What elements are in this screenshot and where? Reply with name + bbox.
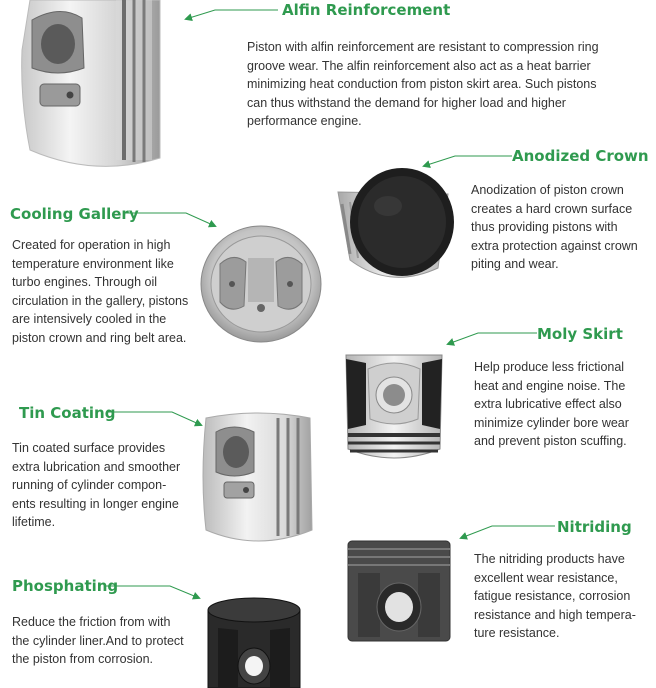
desc-line: fatigue resistance, corrosion bbox=[474, 589, 631, 603]
desc-alfin-reinforcement bbox=[247, 38, 652, 131]
desc-cooling-gallery bbox=[12, 236, 207, 347]
desc-line: minimize cylinder bore wear bbox=[474, 415, 629, 430]
heading-moly-skirt: Moly Skirt bbox=[537, 325, 623, 343]
desc-line: The nitriding products have bbox=[474, 552, 625, 566]
leader-phosphating bbox=[106, 586, 199, 598]
phosphating-piston-image bbox=[204, 594, 304, 688]
alfin-piston-image bbox=[20, 0, 172, 172]
desc-line: performance engine. bbox=[247, 114, 362, 128]
desc-line: Reduce the friction from with bbox=[12, 615, 171, 629]
desc-line: circulation in the gallery, pistons bbox=[12, 293, 189, 308]
desc-moly-skirt bbox=[474, 358, 654, 451]
desc-line: excellent wear resistance, bbox=[474, 570, 618, 585]
desc-phosphating bbox=[12, 613, 207, 669]
desc-line: extra lubrication and smoother bbox=[12, 459, 181, 474]
desc-line: minimizing heat conduction from piston skirt area. Such pistons bbox=[247, 77, 597, 91]
nitriding-piston-image bbox=[344, 537, 454, 647]
tin-coating-piston-image bbox=[198, 412, 322, 544]
desc-line: are intensively cooled in the bbox=[12, 312, 167, 326]
desc-line: Tin coated surface provides bbox=[12, 441, 166, 455]
leader-alfin bbox=[186, 10, 278, 19]
desc-line: Anodization of piston crown bbox=[471, 183, 624, 197]
anodized-crown-piston-image bbox=[330, 164, 464, 288]
heading-tin-coating: Tin Coating bbox=[19, 404, 116, 422]
leader-nitriding bbox=[461, 526, 555, 538]
desc-line: piston crown and ring belt area. bbox=[12, 330, 187, 345]
cooling-gallery-piston-image bbox=[198, 222, 324, 346]
desc-line: groove wear. The alfin reinforcement also act as a heat barrier bbox=[247, 58, 591, 73]
desc-line: extra protection against crown bbox=[471, 238, 638, 253]
desc-line: running of cylinder compon- bbox=[12, 478, 167, 492]
heading-anodized-crown: Anodized Crown bbox=[512, 147, 649, 165]
leader-tin bbox=[107, 412, 201, 425]
desc-nitriding bbox=[474, 550, 654, 643]
desc-line: creates a hard crown surface bbox=[471, 201, 633, 216]
desc-line: temperature environment like bbox=[12, 256, 174, 271]
desc-line: extra lubricative effect also bbox=[474, 397, 622, 411]
heading-phosphating: Phosphating bbox=[12, 577, 119, 595]
desc-line: piting and wear. bbox=[471, 257, 559, 271]
desc-line: the piston from corrosion. bbox=[12, 652, 154, 666]
desc-line: ture resistance. bbox=[474, 626, 560, 640]
desc-line: resistance and high tempera- bbox=[474, 607, 636, 622]
desc-line: Created for operation in high bbox=[12, 238, 171, 252]
desc-line: lifetime. bbox=[12, 515, 56, 529]
desc-line: can thus withstand the demand for higher load and higher bbox=[247, 95, 566, 110]
heading-cooling-gallery: Cooling Gallery bbox=[10, 205, 139, 223]
desc-line: Help produce less frictional bbox=[474, 360, 625, 374]
desc-line: ents resulting in longer engine bbox=[12, 496, 179, 511]
desc-line: turbo engines. Through oil bbox=[12, 275, 158, 289]
heading-alfin-reinforcement: Alfin Reinforcement bbox=[282, 1, 451, 19]
desc-line: thus providing pistons with bbox=[471, 220, 618, 234]
heading-nitriding: Nitriding bbox=[557, 518, 632, 536]
desc-line: heat and engine noise. The bbox=[474, 378, 626, 393]
desc-tin-coating bbox=[12, 439, 207, 532]
desc-anodized-crown bbox=[471, 181, 654, 274]
desc-line: and prevent piston scuffing. bbox=[474, 434, 627, 448]
desc-line: the cylinder liner.And to protect bbox=[12, 633, 184, 648]
desc-line: Piston with alfin reinforcement are resistant to compression ring bbox=[247, 40, 599, 54]
leader-moly bbox=[448, 333, 537, 344]
moly-skirt-piston-image bbox=[340, 349, 448, 469]
